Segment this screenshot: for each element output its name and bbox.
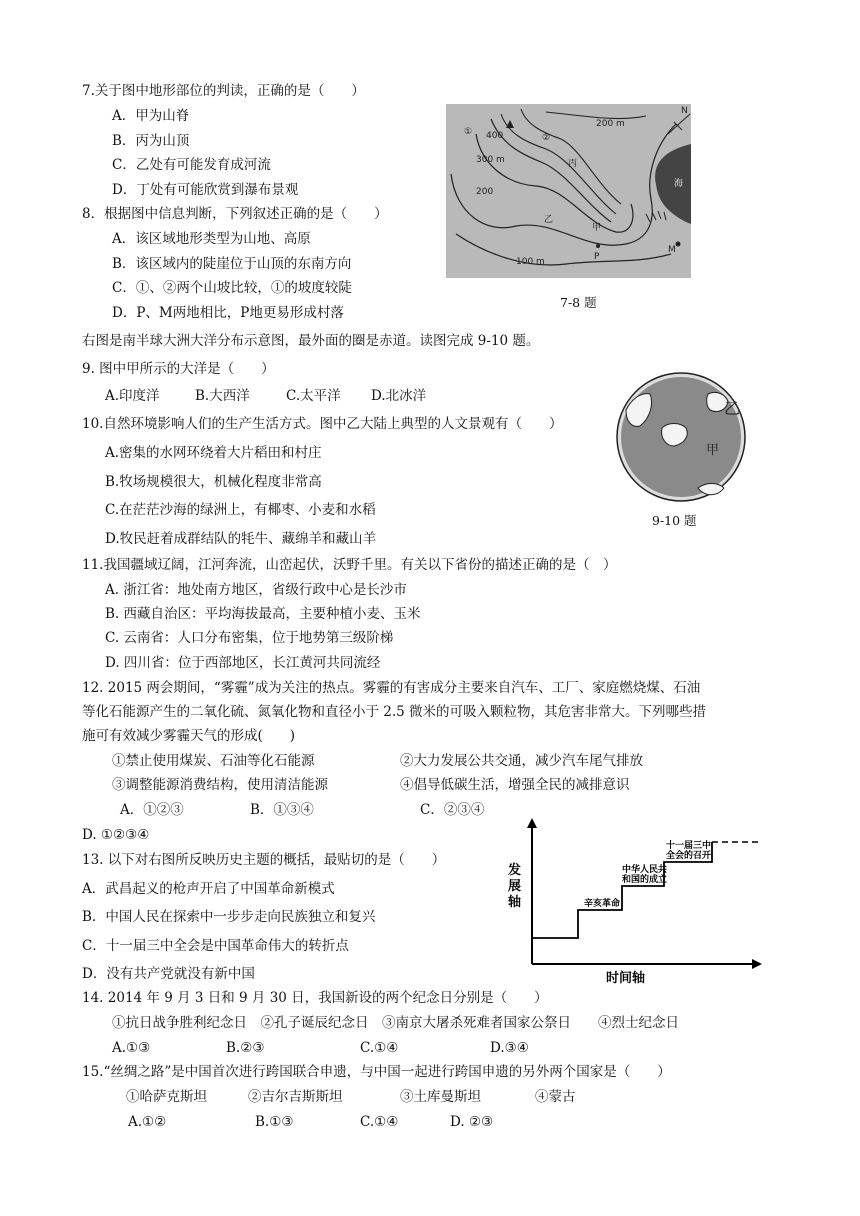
contour-300: 300 m (476, 155, 505, 165)
slope-1-label: ① (464, 127, 473, 137)
q15-item-3: ③土库曼斯坦 (400, 1089, 481, 1105)
q12-option-d: D. ①②③④ (82, 827, 150, 843)
p-label: P (594, 252, 600, 262)
m-label: M (668, 245, 676, 255)
globe-jia-label: 甲 (706, 443, 720, 458)
globe-figure (614, 370, 748, 504)
contour-200-left: 200 (476, 187, 494, 197)
step-label-plenum-2: 全会的召开 (666, 851, 712, 861)
q12-item-1: ①禁止使用煤炭、石油等化石能源 (112, 753, 315, 769)
slope-2-label: ② (542, 133, 551, 143)
history-step-chart (496, 816, 768, 988)
q13-option-c: C．十一届三中全会是中国革命伟大的转折点 (82, 938, 349, 954)
q15-option-c: C.①④ (360, 1114, 399, 1130)
q11-stem: 11.我国疆域辽阔，江河奔流，山峦起伏，沃野千里。有关以下省份的描述正确的是（ ） (82, 557, 617, 573)
q10-option-b: B.牧场规模很大，机械化程度非常高 (105, 474, 322, 490)
q8-option-c: C．①、②两个山坡比较，①的坡度较陡 (112, 280, 352, 296)
q15-option-d: D. ②③ (450, 1114, 494, 1130)
q10-option-d: D.牧民赶着成群结队的牦牛、藏绵羊和藏山羊 (105, 531, 377, 547)
step-label-plenum-1: 十一届三中 (666, 841, 712, 851)
contour-400: 400 (486, 131, 504, 141)
step-label-xinhai: 辛亥革命 (584, 899, 621, 909)
q13-option-a: A．武昌起义的枪声开启了中国革命新模式 (82, 881, 335, 897)
y-label-2: 展 (508, 879, 522, 894)
q13-option-d: D．没有共产党就没有新中国 (82, 966, 255, 982)
q11-option-b: B. 西藏自治区：平均海拔最高，主要种植小麦、玉米 (105, 606, 421, 622)
q12-item-2: ②大力发展公共交通，减少汽车尾气排放 (400, 753, 643, 769)
q9-stem: 9. 图中甲所示的大洋是（ ） (82, 361, 275, 377)
bing-label: 丙 (568, 159, 578, 169)
contour-map (446, 104, 691, 278)
q8-option-b: B．该区域内的陡崖位于山顶的东南方向 (112, 256, 352, 272)
north-label: N (681, 106, 688, 116)
intro-9-10: 右图是南半球大洲大洋分布示意图，最外面的圈是赤道。读图完成 9-10 题。 (82, 333, 540, 349)
q14-option-c: C.①④ (360, 1040, 399, 1056)
q15-item-1: ①哈萨克斯坦 (126, 1089, 207, 1105)
q8-stem: 8．根据图中信息判断，下列叙述正确的是（ ） (82, 206, 388, 222)
jia-label: 甲 (592, 223, 602, 233)
globe-yi-label: 乙 (724, 399, 741, 418)
q9-option-c: C.太平洋 (286, 388, 341, 404)
q12-item-4: ④倡导低碳生活，增强全民的减排意识 (400, 777, 630, 793)
q12-option-a: A．①②③ (120, 802, 184, 818)
q13-stem: 13. 以下对右图所反映历史主题的概括，最贴切的是（ ） (82, 852, 446, 868)
q10-option-a: A.密集的水网环绕着大片稻田和村庄 (105, 445, 322, 461)
q12-item-3: ③调整能源消费结构，使用清洁能源 (112, 777, 328, 793)
q14-stem: 14. 2014 年 9 月 3 日和 9 月 30 日，我国新设的两个纪念日分别是（ ） (82, 990, 548, 1006)
y-axis-arrow (527, 818, 537, 828)
q10-stem: 10.自然环境影响人们的生产生活方式。图中乙大陆上典型的人文景观有（ ） (82, 416, 563, 432)
south-hemisphere-globe (614, 370, 748, 504)
q10-option-c: C.在茫茫沙海的绿洲上，有椰枣、小麦和水稻 (105, 502, 376, 518)
q13-option-b: B．中国人民在探索中一步步走向民族独立和复兴 (82, 909, 376, 925)
step-label-prc-1: 中华人民共 (622, 865, 668, 875)
q12-option-b: B．①③④ (250, 802, 314, 818)
q14-option-b: B.②③ (226, 1040, 265, 1056)
q9-option-d: D.北冰洋 (371, 388, 427, 404)
q8-option-d: D．P、M两地相比，P地更易形成村落 (112, 305, 344, 321)
q11-option-a: A. 浙江省：地处南方地区，省级行政中心是长沙市 (105, 582, 407, 598)
q12-line-2: 等化石能源产生的二氧化硫、氮氧化物和直径小于 2.5 微米的可吸入颗粒物，其危害非常大。下列哪些措 (82, 704, 707, 720)
q12-line-1: 12. 2015 两会期间，“雾霾”成为关注的热点。雾霾的有害成分主要来自汽车、工厂、家庭燃烧煤、石油 (82, 680, 701, 696)
point-p (596, 244, 600, 248)
q14-items: ①抗日战争胜利纪念日 ②孔子诞辰纪念日 ③南京大屠杀死难者国家公祭日 ④烈士纪念日 (112, 1015, 679, 1031)
x-axis-label: 时间轴 (606, 971, 646, 986)
q7-option-c: C．乙处有可能发育成河流 (112, 157, 271, 173)
step-label-prc-2: 和国的成立 (622, 875, 668, 885)
x-axis-arrow (752, 959, 762, 969)
q7-option-b: B．丙为山顶 (112, 133, 190, 149)
q15-stem: 15.“丝绸之路”是中国首次进行跨国联合申遗，与中国一起进行跨国申遗的另外两个国家是（ ） (82, 1064, 671, 1080)
q11-option-d: D. 四川省：位于西部地区，长江黄河共同流经 (105, 655, 381, 671)
q7-option-d: D．丁处有可能欣赏到瀑布景观 (112, 182, 299, 198)
q9-option-b: B.大西洋 (195, 388, 250, 404)
point-m (676, 242, 681, 247)
q15-option-b: B.①③ (255, 1114, 294, 1130)
contour-map-figure (446, 104, 691, 278)
q14-option-d: D.③④ (490, 1040, 529, 1056)
step-chart-svg (496, 816, 768, 988)
q12-option-c: C．②③④ (420, 802, 485, 818)
globe-caption: 9-10 题 (652, 513, 697, 528)
y-label-3: 轴 (508, 895, 522, 910)
q15-item-4: ④蒙古 (535, 1089, 576, 1105)
sea-label: 海 (674, 179, 684, 189)
y-label-1: 发 (508, 863, 522, 878)
q11-option-c: C. 云南省：人口分布密集，位于地势第三级阶梯 (105, 630, 394, 646)
contour-200-top: 200 m (596, 119, 625, 129)
q9-option-a: A.印度洋 (105, 388, 160, 404)
yi-label: 乙 (544, 215, 554, 225)
q14-option-a: A.①③ (112, 1040, 151, 1056)
q8-option-a: A．该区域地形类型为山地、高原 (112, 231, 311, 247)
map-caption: 7-8 题 (560, 295, 597, 310)
q7-option-a: A．甲为山脊 (112, 108, 190, 124)
q15-option-a: A.①② (128, 1114, 167, 1130)
q12-line-3: 施可有效减少雾霾天气的形成( ) (82, 728, 296, 744)
contour-100: 100 m (516, 257, 545, 267)
q7-stem: 7.关于图中地形部位的判读，正确的是（ ） (82, 83, 365, 99)
q15-item-2: ②吉尔吉斯斯坦 (248, 1089, 343, 1105)
